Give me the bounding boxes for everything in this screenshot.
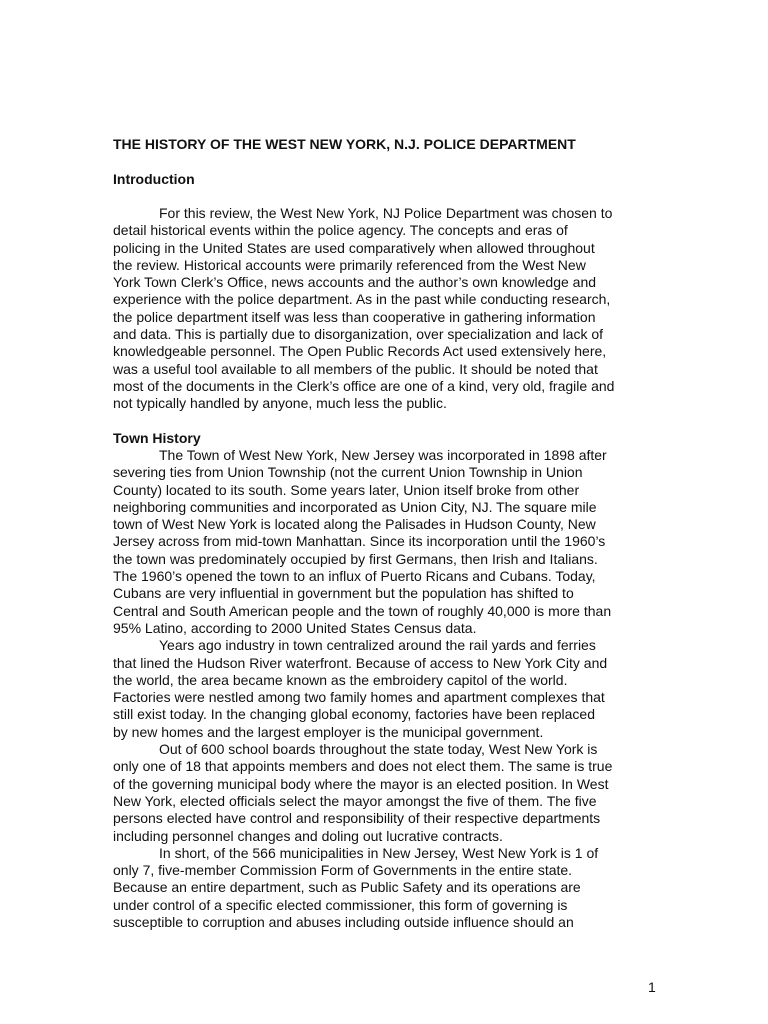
paragraph-line: not typically handled by anyone, much less the public.: [113, 395, 447, 412]
paragraph-line: 95% Latino, according to 2000 United States Census data.: [113, 619, 477, 636]
paragraph-line: neighboring communities and incorporated as Union City, NJ. The square mile: [113, 498, 597, 515]
paragraph-line: Out of 600 school boards throughout the state today, West New York is: [159, 741, 598, 758]
introduction-paragraph: [113, 205, 658, 413]
page-number: 1: [648, 979, 656, 995]
paragraph-line: Cubans are very influential in government but the population has shifted to: [113, 585, 574, 602]
paragraph-line: For this review, the West New York, NJ Police Department was chosen to: [159, 205, 613, 221]
paragraph-line: persons elected have control and responsibility of their respective departments: [113, 810, 601, 827]
paragraph-line: the review. Historical accounts were primarily referenced from the West New: [113, 256, 586, 273]
paragraph-line: knowledgeable personnel. The Open Public Records Act used extensively here,: [113, 343, 607, 360]
paragraph-line: New York, elected officials select the mayor amongst the five of them. The five: [113, 792, 597, 809]
paragraph-line: most of the documents in the Clerk’s office are one of a kind, very old, fragile and: [113, 377, 615, 394]
paragraph-line: detail historical events within the police agency. The concepts and eras of: [113, 222, 568, 239]
paragraph-line: In short, of the 566 municipalities in New Jersey, West New York is 1 of: [159, 844, 599, 861]
paragraph-line: was a useful tool available to all members of the public. It should be noted that: [113, 360, 598, 377]
paragraph-line: experience with the police department. As in the past while conducting research,: [113, 291, 611, 308]
paragraph-line: York Town Clerk’s Office, news accounts and the author’s own knowledge and: [113, 274, 597, 291]
paragraph-line: town of West New York is located along the Palisades in Hudson County, New: [113, 516, 596, 533]
paragraph-line: still exist today. In the changing global economy, factories have been replaced: [113, 706, 595, 723]
paragraph-line: of the governing municipal body where the mayor is an elected position. In West: [113, 775, 609, 792]
paragraph-line: the town was predominately occupied by first Germans, then Irish and Italians.: [113, 550, 598, 567]
paragraph-line: and data. This is partially due to disorganization, over specialization and lack of: [113, 326, 604, 343]
paragraph-line: that lined the Hudson River waterfront. Because of access to New York City and: [113, 654, 608, 671]
introduction-heading: Introduction: [113, 171, 195, 187]
paragraph-line: under control of a specific elected commissioner, this form of governing is: [113, 896, 568, 913]
paragraph-line: Factories were nestled among two family homes and apartment complexes that: [113, 689, 605, 706]
paragraph-line: Jersey across from mid-town Manhattan. Since its incorporation until the 1960’s: [113, 533, 606, 550]
paragraph-line: The 1960’s opened the town to an influx of Puerto Ricans and Cubans. Today,: [113, 568, 596, 585]
paragraph-line: County) located to its south. Some years later, Union itself broke from other: [113, 481, 580, 498]
paragraph-line: The Town of West New York, New Jersey was incorporated in 1898 after: [159, 447, 607, 463]
paragraph-line: policing in the United States are used comparatively when allowed throughout: [113, 239, 595, 256]
paragraph-line: the world, the area became known as the embroidery capitol of the world.: [113, 671, 568, 688]
town-history-heading: Town History: [113, 430, 201, 446]
paragraph-line: Because an entire department, such as Public Safety and its operations are: [113, 879, 581, 896]
paragraph-line: by new homes and the largest employer is the municipal government.: [113, 723, 544, 740]
paragraph-line: Central and South American people and the town of roughly 40,000 is more than: [113, 602, 612, 619]
paragraph-line: susceptible to corruption and abuses including outside influence should an: [113, 914, 574, 931]
document-title: THE HISTORY OF THE WEST NEW YORK, N.J. POLICE DEPARTMENT: [113, 136, 576, 152]
paragraph-line: Years ago industry in town centralized around the rail yards and ferries: [159, 637, 596, 654]
paragraph-line: only 7, five-member Commission Form of Governments in the entire state.: [113, 862, 573, 879]
paragraph-line: including personnel changes and doling out lucrative contracts.: [113, 827, 503, 844]
paragraph-line: only one of 18 that appoints members and does not elect them. The same is true: [113, 758, 613, 775]
paragraph-line: the police department itself was less than cooperative in gathering information: [113, 308, 596, 325]
town-history-paragraphs: [113, 447, 658, 931]
paragraph-line: severing ties from Union Township (not the current Union Township in Union: [113, 464, 583, 481]
